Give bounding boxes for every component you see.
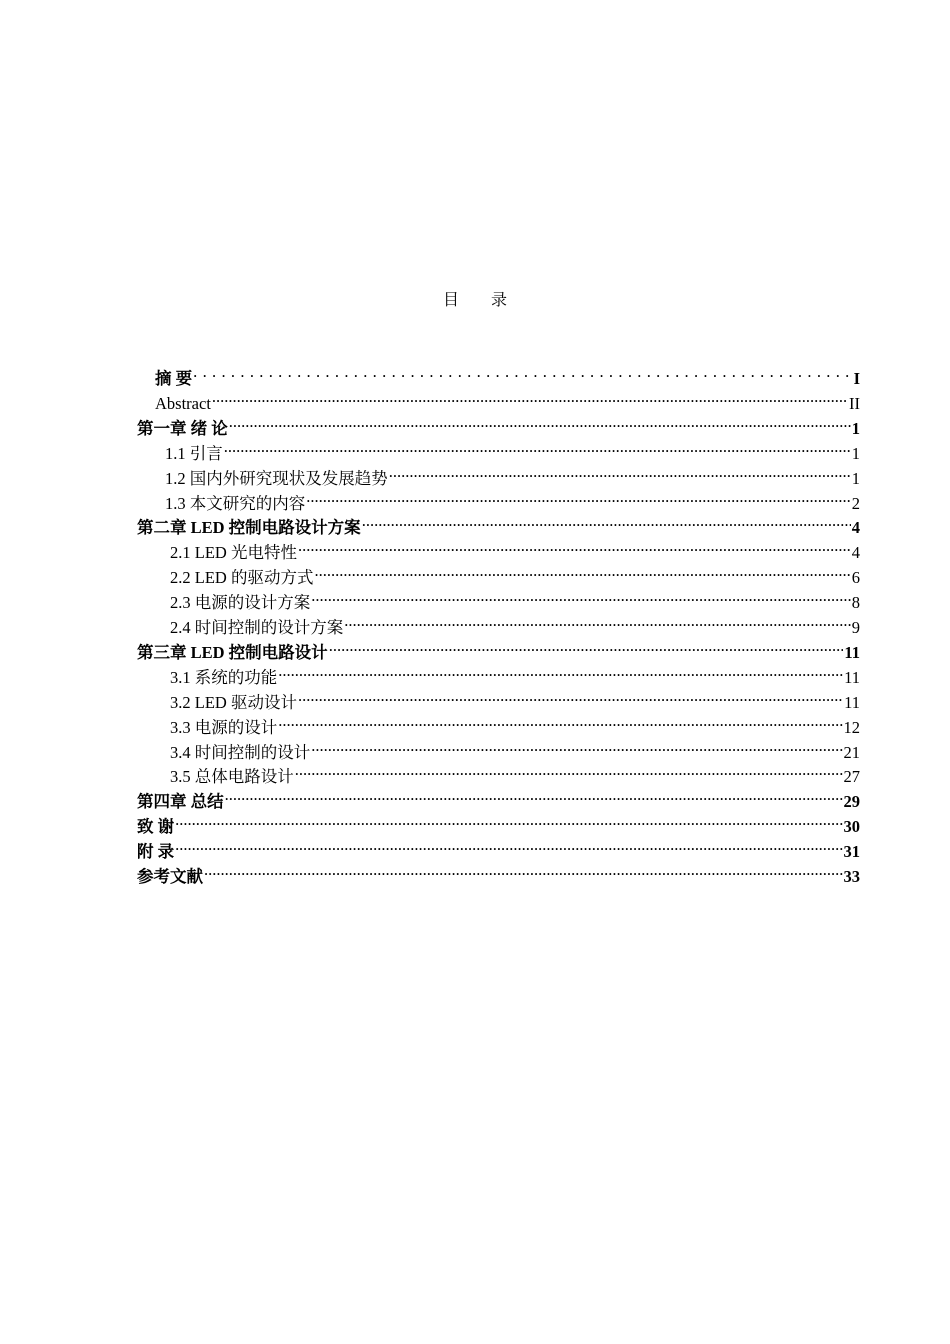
toc-entry-page-number: 30 [843,817,860,836]
toc-entry-page-number: 11 [844,643,860,662]
toc-dot-leader [212,385,848,409]
toc-dot-leader [204,858,843,882]
toc-entry-label: 附 录 [137,842,175,861]
toc-entry-page-number: 1 [851,444,860,463]
toc-entry-page-number: 27 [843,767,860,786]
toc-entry-page-number: 1 [851,419,860,438]
toc-entry-label: 1.1 引言 [165,444,223,463]
toc-entry[interactable] [137,410,860,438]
toc-entry[interactable] [155,385,860,413]
toc-dot-leader [295,758,843,782]
toc-entry-label: 第一章 绪 论 [137,419,228,438]
toc-entry[interactable] [170,758,860,786]
toc-dot-leader [314,559,850,583]
toc-entry-label: 参考文献 [137,867,203,886]
toc-entry[interactable] [170,734,860,762]
toc-entry-page-number: 21 [843,743,860,762]
toc-dot-leader [389,460,851,484]
toc-entry[interactable] [137,858,860,886]
toc-entry-label: 摘 要 [155,369,193,388]
toc-entry-page-number: 12 [843,718,860,737]
toc-dot-leader [329,634,844,658]
toc-entry[interactable] [137,833,860,861]
toc-entry-page-number: 9 [851,618,860,637]
toc-entry[interactable] [170,584,860,612]
toc-entry-label: Abstract [155,394,211,413]
toc-dot-leader [344,609,851,633]
toc-entry[interactable] [165,435,860,463]
toc-entry-page-number: 33 [843,867,860,886]
toc-dot-leader [278,659,843,683]
toc-dot-leader [306,485,851,509]
toc-dot-leader [298,534,851,558]
toc-entry-page-number: 29 [843,792,860,811]
toc-dot-leader [311,584,851,608]
toc-entry[interactable] [170,709,860,737]
toc-entry-label: 3.5 总体电路设计 [170,767,294,786]
toc-title: 目 录 [442,292,521,309]
toc-dot-leader [224,435,851,459]
toc-entry-page-number: II [849,394,860,413]
toc-entry-page-number: 6 [851,568,860,587]
toc-entry[interactable] [137,783,860,811]
toc-dot-leader [278,709,842,733]
toc-entry[interactable] [170,609,860,637]
toc-entry[interactable] [155,360,860,388]
toc-entry-page-number: 31 [843,842,860,861]
toc-entry-page-number: 4 [851,518,860,537]
toc-entry-page-number: 8 [851,593,860,612]
toc-entry-page-number: I [853,369,860,388]
toc-entry-label: 1.2 国内外研究现状及发展趋势 [165,469,388,488]
toc-entry[interactable] [137,808,860,836]
toc-entry-page-number: 11 [844,693,860,712]
toc-entry-label: 2.4 时间控制的设计方案 [170,618,344,637]
toc-entry[interactable] [137,634,860,662]
toc-dot-leader [225,783,843,807]
toc-dot-leader [175,808,842,832]
toc-entry-label: 2.1 LED 光电特性 [170,543,297,562]
toc-entry-page-number: 2 [851,494,860,513]
toc-entry-page-number: 4 [851,543,860,562]
toc-dot-leader [193,360,852,384]
toc-entry-label: 2.2 LED 的驱动方式 [170,568,314,587]
toc-entry[interactable] [170,534,860,562]
toc-entry-label: 3.3 电源的设计 [170,718,278,737]
toc-entry[interactable] [170,684,860,712]
toc-entry[interactable] [165,485,860,513]
toc-entry[interactable] [170,559,860,587]
toc-entry-label: 1.3 本文研究的内容 [165,494,306,513]
toc-entry-label: 3.2 LED 驱动设计 [170,693,297,712]
toc-dot-leader [229,410,851,434]
toc-dot-leader [362,509,851,533]
toc-entry[interactable] [137,509,860,537]
toc-entry[interactable] [165,460,860,488]
toc-entry-label: 第三章 LED 控制电路设计 [137,643,328,662]
toc-entry-page-number: 11 [844,668,860,687]
toc-dot-leader [175,833,842,857]
toc-dot-leader [298,684,843,708]
toc-entry-page-number: 1 [851,469,860,488]
toc-entry-label: 致 谢 [137,817,175,836]
toc-entry-label: 3.1 系统的功能 [170,668,278,687]
toc-entry-label: 第四章 总结 [137,792,224,811]
toc-entry-label: 第二章 LED 控制电路设计方案 [137,518,361,537]
toc-dot-leader [311,734,842,758]
toc-entry-label: 3.4 时间控制的设计 [170,743,311,762]
toc-entry-label: 2.3 电源的设计方案 [170,593,311,612]
toc-entry[interactable] [170,659,860,687]
